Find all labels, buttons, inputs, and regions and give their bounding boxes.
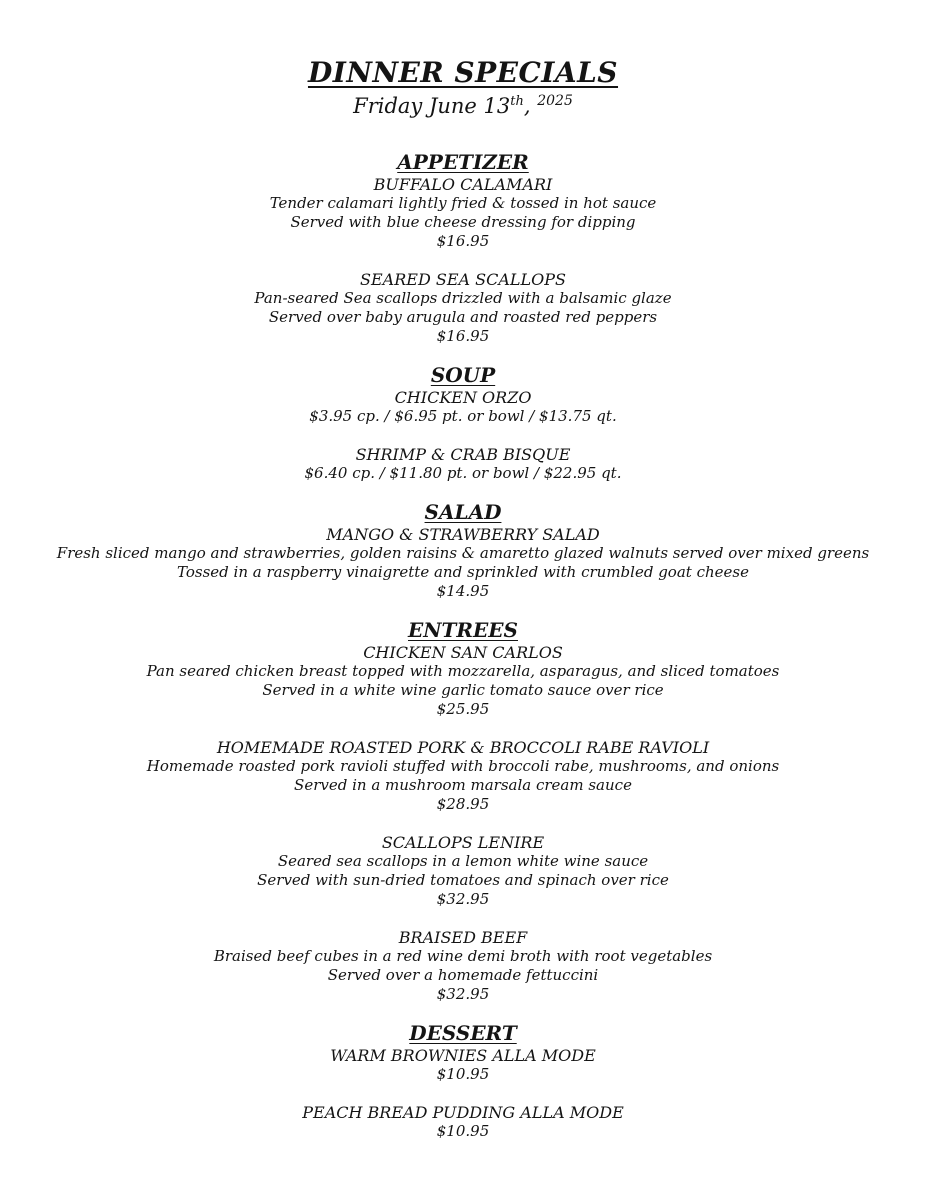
menu-item (0, 833, 926, 909)
item-price: $6.40 cp. / $11.80 pt. or bowl / $22.95 qt. (304, 464, 622, 482)
item-price: $3.95 cp. / $6.95 pt. or bowl / $13.75 qt. (309, 407, 617, 425)
menu-item (0, 175, 926, 251)
item-description-line: Tender calamari lightly fried & tossed in hot sauce (269, 194, 657, 212)
item-name: HOMEMADE ROASTED PORK & BROCCOLI RABE RAVIOLI (216, 738, 710, 757)
date-comma: , (523, 94, 538, 118)
item-price: $32.95 (436, 890, 490, 908)
item-description-line: Served in a mushroom marsala cream sauce (294, 776, 632, 794)
item-price: $32.95 (436, 985, 490, 1003)
item-name: WARM BROWNIES ALLA MODE (330, 1046, 596, 1065)
date-main: Friday June 13 (353, 94, 511, 118)
menu-item (0, 1103, 926, 1141)
menu-sections (0, 152, 926, 1141)
menu-item (0, 643, 926, 719)
section-items (0, 1046, 926, 1141)
date-ordinal-suffix: th (510, 94, 524, 109)
item-price: $14.95 (436, 582, 490, 600)
menu-item (0, 928, 926, 1004)
item-description-line: Fresh sliced mango and strawberries, golden raisins & amaretto glazed walnuts served over mixed greens (56, 544, 870, 562)
section-items (0, 388, 926, 483)
section-items (0, 175, 926, 346)
item-name: BUFFALO CALAMARI (373, 175, 553, 194)
menu-item (0, 445, 926, 483)
item-name: SEARED SEA SCALLOPS (360, 270, 566, 289)
menu-section (0, 365, 926, 483)
item-description-line: Served in a white wine garlic tomato sauce over rice (262, 681, 664, 699)
section-header: APPETIZER (397, 150, 529, 174)
item-name: BRAISED BEEF (398, 928, 528, 947)
page-title: DINNER SPECIALS (307, 56, 619, 89)
menu-date (0, 93, 926, 119)
date-year: 2025 (537, 93, 573, 109)
menu-item (0, 738, 926, 814)
item-description-line: Pan seared chicken breast topped with mozzarella, asparagus, and sliced tomatoes (146, 662, 780, 680)
menu-item (0, 1046, 926, 1084)
item-price: $16.95 (436, 327, 490, 345)
menu-item (0, 388, 926, 426)
section-items (0, 643, 926, 1004)
item-description-line: Braised beef cubes in a red wine demi broth with root vegetables (213, 947, 713, 965)
item-price: $25.95 (436, 700, 490, 718)
item-description-line: Tossed in a raspberry vinaigrette and sprinkled with crumbled goat cheese (177, 563, 749, 581)
item-description-line: Homemade roasted pork ravioli stuffed with broccoli rabe, mushrooms, and onions (146, 757, 780, 775)
menu-item (0, 270, 926, 346)
item-name: SCALLOPS LENIRE (381, 833, 545, 852)
menu-section (0, 620, 926, 1004)
item-description-line: Served with blue cheese dressing for dipping (290, 213, 636, 231)
section-items (0, 525, 926, 601)
item-name: CHICKEN ORZO (394, 388, 532, 407)
item-price: $16.95 (436, 232, 490, 250)
item-price: $10.95 (436, 1065, 490, 1083)
section-header: ENTREES (408, 618, 518, 642)
section-header: SALAD (424, 500, 502, 524)
menu-section (0, 1023, 926, 1141)
item-name: PEACH BREAD PUDDING ALLA MODE (302, 1103, 624, 1122)
section-header: DESSERT (409, 1021, 517, 1045)
item-price: $10.95 (436, 1122, 490, 1140)
menu-section (0, 152, 926, 346)
item-description-line: Seared sea scallops in a lemon white wine sauce (277, 852, 649, 870)
menu-item (0, 525, 926, 601)
item-name: MANGO & STRAWBERRY SALAD (326, 525, 600, 544)
item-price: $28.95 (436, 795, 490, 813)
menu-section (0, 502, 926, 601)
item-description-line: Served over baby arugula and roasted red peppers (268, 308, 658, 326)
item-description-line: Served over a homemade fettuccini (327, 966, 599, 984)
item-description-line: Pan-seared Sea scallops drizzled with a balsamic glaze (254, 289, 672, 307)
item-name: SHRIMP & CRAB BISQUE (355, 445, 571, 464)
item-description-line: Served with sun-dried tomatoes and spinach over rice (257, 871, 669, 889)
item-name: CHICKEN SAN CARLOS (363, 643, 563, 662)
section-header: SOUP (430, 363, 496, 387)
